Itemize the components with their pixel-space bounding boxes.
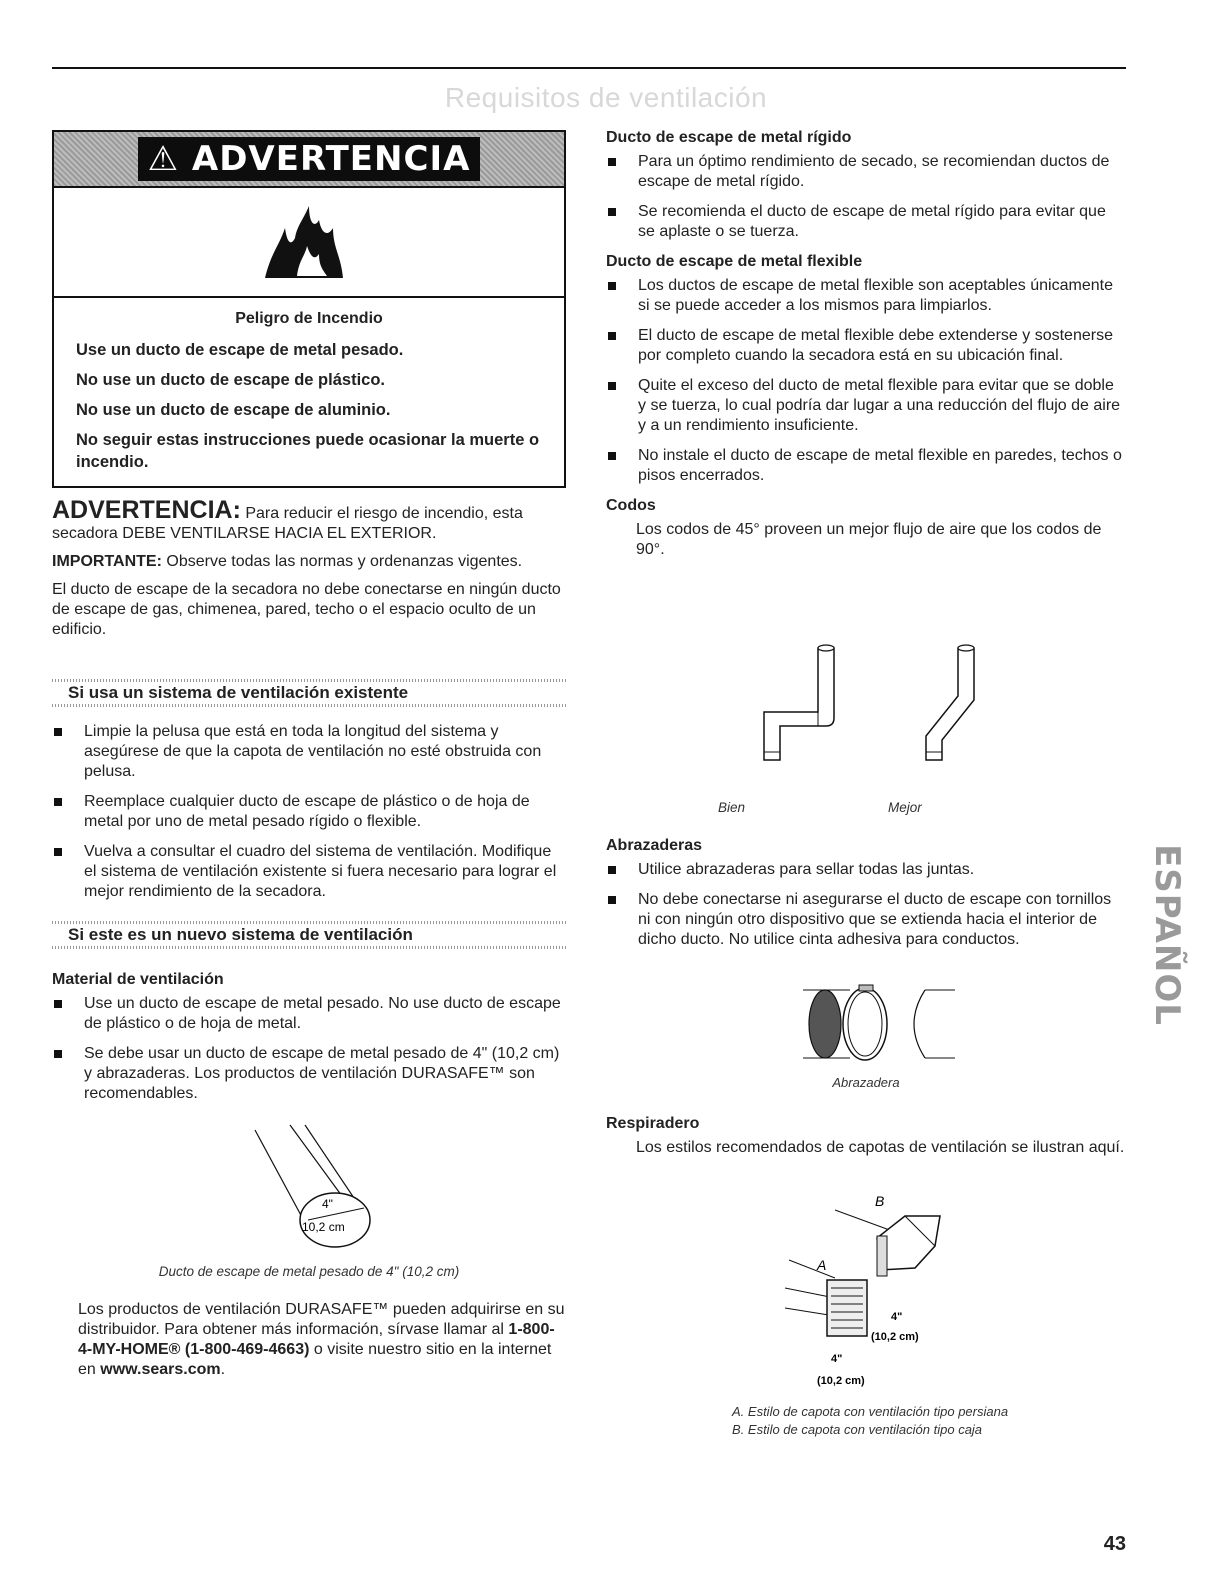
- duct-caption: Ducto de escape de metal pesado de 4" (10,2 cm): [158, 1264, 460, 1279]
- existing-system-list: [52, 722, 566, 912]
- hood-dim-cm-b: (10,2 cm): [871, 1331, 919, 1343]
- advertencia-word: ADVERTENCIA:: [52, 496, 241, 524]
- hood-dim-in-b: 4": [891, 1311, 903, 1323]
- warning-triangle-icon: ⚠: [147, 139, 180, 179]
- list-item: Para un óptimo rendimiento de secado, se recomiendan ductos de escape de metal rígido.: [606, 152, 1126, 192]
- website-link[interactable]: www.sears.com: [100, 1361, 221, 1378]
- warning-text: [54, 298, 564, 491]
- elbows-illustration: [740, 640, 990, 770]
- language-tab-label: ESPAÑOL: [1147, 844, 1187, 1026]
- hood-caption-a: A. Estilo de capota con ventilación tipo persiana: [732, 1404, 1009, 1419]
- fire-hazard-label: Peligro de Incendio: [235, 310, 383, 327]
- duct-dim-cm: 10,2 cm: [302, 1220, 345, 1234]
- warning-line: No seguir estas instrucciones puede ocasionar la muerte o incendio.: [76, 431, 540, 471]
- rigid-heading: Ducto de escape de metal rígido: [606, 129, 852, 146]
- fire-icon-row: [54, 186, 564, 298]
- page-title: Requisitos de ventilación: [444, 82, 768, 113]
- phone-number: 1-800-4-MY-HOME® (1-800-469-4663): [78, 1321, 555, 1358]
- importante-text: Observe todas las normas y ordenanzas vigentes.: [166, 553, 523, 570]
- elbow-label-bien: Bien: [718, 800, 746, 815]
- warning-line: No use un ducto de escape de plástico.: [76, 371, 385, 389]
- abrazaderas-list: [606, 860, 1126, 950]
- hood-dim-cm-a: (10,2 cm): [817, 1375, 865, 1387]
- clamp-caption: Abrazadera: [832, 1075, 900, 1090]
- respiradero-text: Los estilos recomendados de capotas de ventilación se ilustran aquí.: [636, 1139, 1125, 1156]
- duct-illustration: [250, 1120, 380, 1250]
- codos-text: Los codos de 45° proveen un mejor flujo de aire que los codos de 90°.: [636, 521, 1102, 558]
- list-item: Vuelva a consultar el cuadro del sistema de ventilación. Modifique el sistema de ventilación existente si fuera necesario para lograr el mejor rendimiento de la secadora.: [52, 842, 566, 902]
- vent-hoods-illustration: [775, 1188, 975, 1388]
- fire-icon: [257, 198, 347, 288]
- section-existing-system: Si usa un sistema de ventilación existente: [52, 676, 566, 710]
- hood-label-a: A: [817, 1257, 827, 1273]
- list-item: No instale el ducto de escape de metal flexible en paredes, techos o pisos encerrados.: [606, 446, 1126, 486]
- right-column: [606, 128, 1126, 568]
- advertencia-text: Para reducir el riesgo de incendio, esta secadora DEBE VENTILARSE HACIA EL EXTERIOR.: [52, 505, 523, 542]
- respiradero-heading: Respiradero: [606, 1115, 700, 1132]
- page-number: 43: [1103, 1533, 1126, 1555]
- list-item: Utilice abrazaderas para sellar todas las juntas.: [606, 860, 1126, 880]
- hood-label-b: B: [875, 1193, 885, 1209]
- list-item: El ducto de escape de metal flexible debe extenderse y sostenerse por completo cuando la secadora está en su ubicación final.: [606, 326, 1126, 366]
- warning-line: Use un ducto de escape de metal pesado.: [76, 341, 404, 359]
- list-item: No debe conectarse ni asegurarse el ducto de escape con tornillos ni con ningún otro dispositivo que se extienda hacia el interior de dicho ducto. No utilice cinta adhesiva para conductos.: [606, 890, 1126, 950]
- material-list: [52, 994, 566, 1104]
- flex-heading: Ducto de escape de metal flexible: [606, 253, 863, 270]
- rigid-list: [606, 152, 1126, 242]
- list-item: Los ductos de escape de metal flexible son aceptables únicamente si se puede acceder a los mismos para limpiarlos.: [606, 276, 1126, 316]
- list-item: Quite el exceso del ducto de metal flexible para evitar que se doble y se tuerza, lo cual podría dar lugar a una reducción del flujo de aire y a un rendimiento insuficiente.: [606, 376, 1126, 436]
- elbow-label-mejor: Mejor: [888, 800, 922, 815]
- warning-line: No use un ducto de escape de aluminio.: [76, 401, 391, 419]
- hood-dim-in-a: 4": [831, 1353, 843, 1365]
- final-paragraph: Los productos de ventilación DURASAFE™ pueden adquirirse en su distribuidor. Para obtener más información, sírvase llamar al 1-800-4-MY-HOME® (1-800-469-4663) o visite nuestro sitio en la internet en www.sears.com.: [78, 1301, 565, 1378]
- list-item: Reemplace cualquier ducto de escape de plástico o de hoja de metal por uno de metal pesado rígido o flexible.: [52, 792, 566, 832]
- list-item: Limpie la pelusa que está en toda la longitud del sistema y asegúrese de que la capota de ventilación no esté obstruida con pelusa.: [52, 722, 566, 782]
- flex-list: [606, 276, 1126, 486]
- codos-heading: Codos: [606, 497, 656, 514]
- material-heading: Material de ventilación: [52, 971, 224, 988]
- vent-paragraph: El ducto de escape de la secadora no debe conectarse en ningún ducto de escape de gas, chimenea, pared, techo o el espacio oculto de un edificio.: [52, 581, 561, 638]
- clamp-illustration: [795, 980, 965, 1070]
- list-item: Se recomienda el ducto de escape de metal rígido para evitar que se aplaste o se tuerza.: [606, 202, 1126, 242]
- warning-box: [52, 130, 566, 488]
- hood-caption-b: B. Estilo de capota con ventilación tipo caja: [732, 1422, 983, 1437]
- list-item: Use un ducto de escape de metal pesado. No use ducto de escape de plástico o de hoja de metal.: [52, 994, 566, 1034]
- list-item: Se debe usar un ducto de escape de metal pesado de 4" (10,2 cm) y abrazaderas. Los productos de ventilación DURASAFE™ son recomendables.: [52, 1044, 566, 1104]
- duct-dim-in: 4": [322, 1197, 333, 1211]
- warning-header-label: ADVERTENCIA: [191, 139, 471, 179]
- section-new-system: Si este es un nuevo sistema de ventilación: [52, 918, 566, 952]
- left-column: [52, 496, 566, 648]
- abrazaderas-heading: Abrazaderas: [606, 837, 703, 854]
- top-rule: [52, 67, 1126, 69]
- importante-word: IMPORTANTE:: [52, 553, 162, 570]
- language-side-tab: [1147, 812, 1187, 1060]
- warning-header: [54, 132, 564, 186]
